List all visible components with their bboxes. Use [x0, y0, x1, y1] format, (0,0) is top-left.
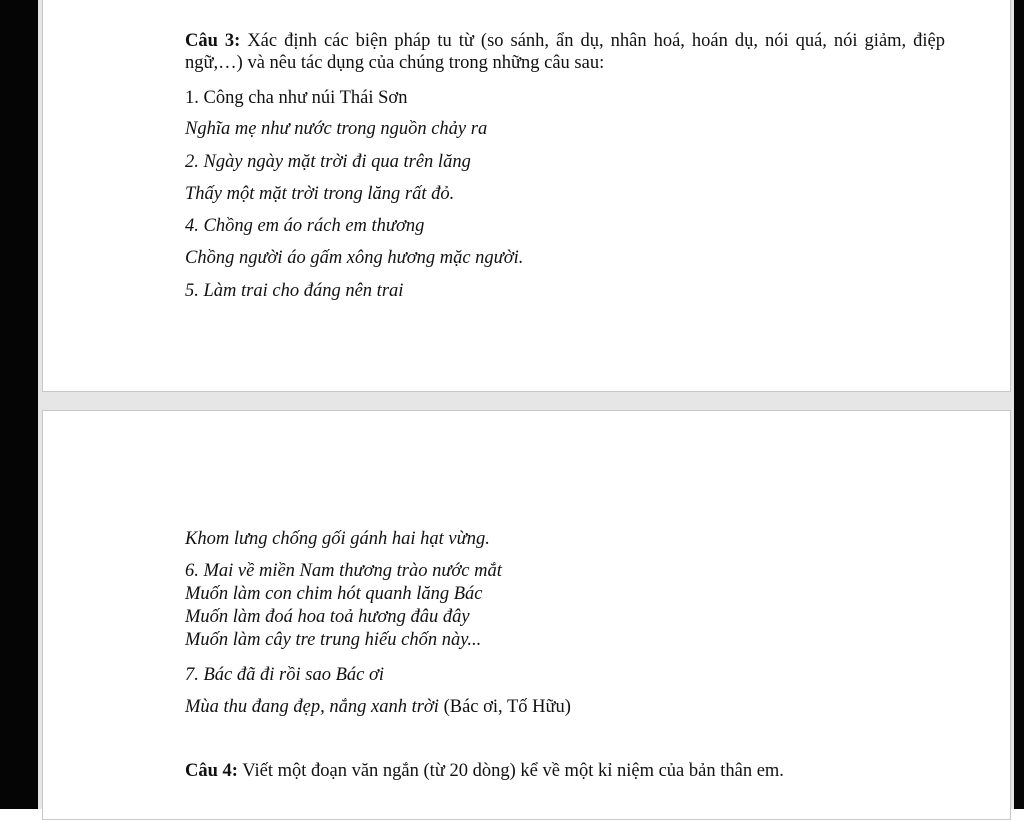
question-3-label: Câu 3:	[185, 31, 241, 51]
question-3-text: Xác định các biện pháp tu từ (so sánh, ẩn dụ, nhân hoá, hoán dụ, nói quá, nói giảm, điệp ngữ,…) và nêu tác dụng của chúng trong những câu sau:	[185, 31, 946, 73]
poem-citation: (Bác ơi, Tố Hữu)	[443, 697, 571, 717]
left-black-border	[0, 0, 38, 809]
poem-line-7: 5. Làm trai cho đáng nên trai	[185, 281, 404, 301]
poem-line-12: Muốn làm cây tre trung hiếu chốn này...	[185, 630, 482, 650]
document-page-1	[42, 0, 1011, 392]
poem-line-13: 7. Bác đã đi rồi sao Bác ơi	[185, 665, 384, 685]
poem-line-3: 2. Ngày ngày mặt trời đi qua trên lăng	[185, 152, 471, 172]
poem-line-1: 1. Công cha như núi Thái Sơn	[185, 88, 408, 108]
question-4-label: Câu 4:	[185, 761, 238, 781]
document-page-2	[42, 410, 1011, 820]
question-4-paragraph	[185, 760, 784, 782]
question-4-text: Viết một đoạn văn ngắn (từ 20 dòng) kể về một kỉ niệm của bản thân em.	[242, 761, 784, 781]
poem-line-2: Nghĩa mẹ như nước trong nguồn chảy ra	[185, 119, 488, 139]
poem-line-5: 4. Chồng em áo rách em thương	[185, 216, 425, 236]
poem-line-4: Thấy một mặt trời trong lăng rất đỏ.	[185, 184, 455, 204]
poem-line-8: Khom lưng chống gối gánh hai hạt vừng.	[185, 529, 490, 549]
question-3-paragraph	[185, 30, 945, 74]
poem-line-14-text: Mùa thu đang đẹp, nắng xanh trời	[185, 697, 439, 717]
poem-line-11: Muốn làm đoá hoa toả hương đâu đây	[185, 607, 470, 627]
right-black-border	[1014, 0, 1024, 809]
poem-line-6: Chồng người áo gấm xông hương mặc người.	[185, 248, 524, 268]
poem-line-10: Muốn làm con chim hót quanh lăng Bác	[185, 584, 483, 604]
poem-line-14	[185, 696, 571, 718]
poem-line-9: 6. Mai về miền Nam thương trào nước mắt	[185, 561, 502, 581]
document-viewer[interactable]	[38, 0, 1014, 809]
